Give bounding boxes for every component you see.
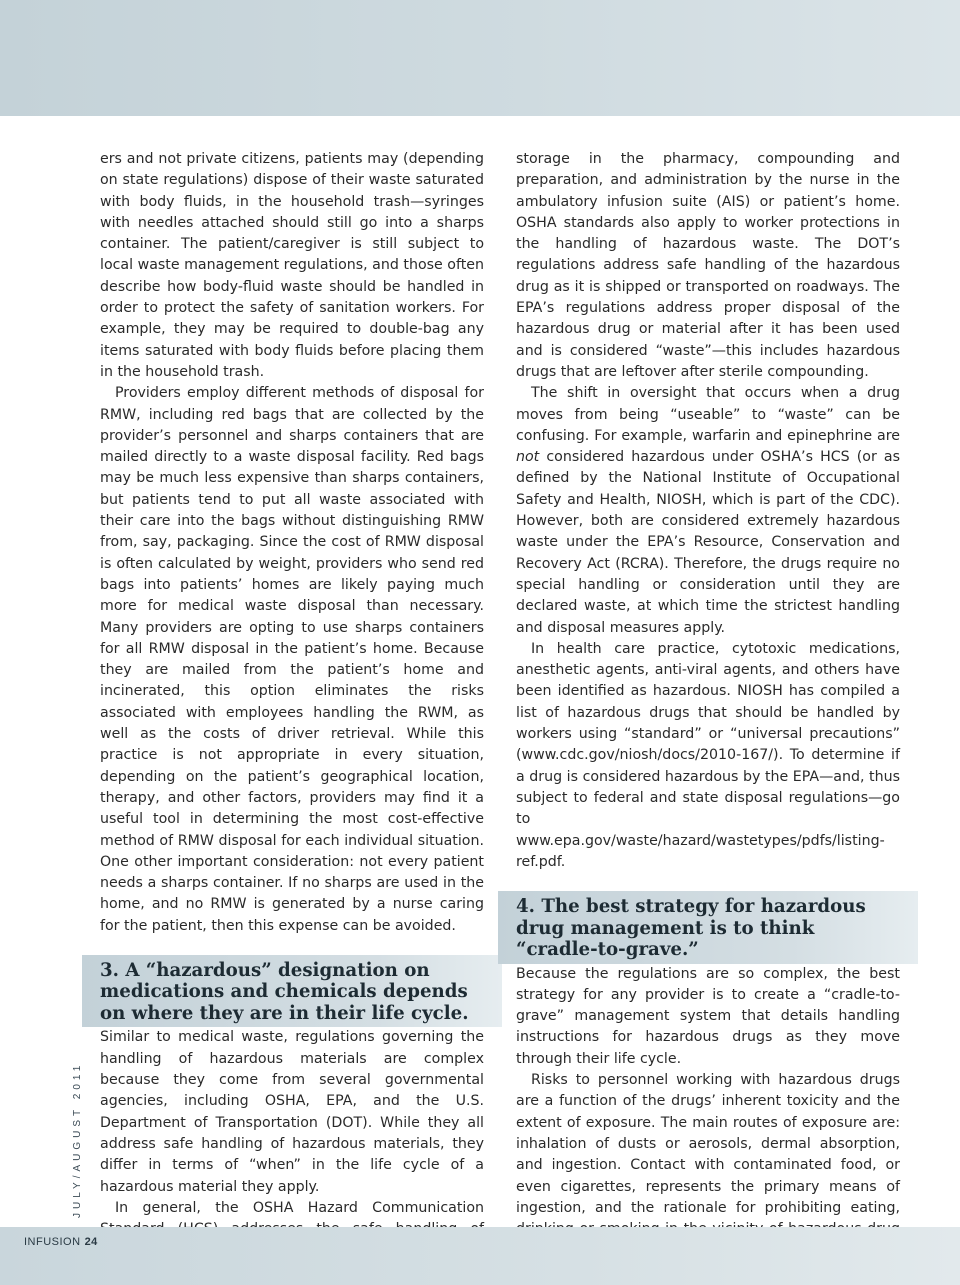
section-heading-3-text: 3. A “hazardous” designation on medications and chemicals depends on where they are in their life cycle. [100, 959, 469, 1024]
body-paragraph: Because the regulations are so complex, the best strategy for any provider is to create a “cradle-to-grave” management system that details handling instructions for hazardous drugs as they move through their life cycle. [516, 965, 900, 1067]
section-heading-3 [82, 955, 502, 1028]
body-paragraph: The shift in oversight that occurs when a drug moves from being “useable” to “waste” can be confusing. For example, warfarin and epinephrine are not considered hazardous under OSHA’s HCS (or as defined by the National Institute of Occupational Safety and Health, NIOSH, which is part of the CDC). However, both are considered extremely hazardous waste under the EPA’s Resource, Conservation and Recovery Act (RCRA). Therefore, the drugs require no special handling or consideration until they are declared waste, at which time the strictest handling and disposal measures apply. [516, 385, 900, 636]
publication-logo: INFUSION [24, 1236, 81, 1248]
issue-date-vertical: JULY/AUGUST 2011 [72, 1061, 83, 1218]
body-paragraph: ers and not private citizens, patients may (depending on state regulations) dispose of their waste saturated with body fluids, in the household trash—syringes with needles attached should still go into a sharps container. The patient/caregiver is still subject to local waste management regulations, and those often describe how body-fluid waste should be handled in order to protect the safety of sanitation workers. For example, they may be required to double-bag any items saturated with body fluids before placing them in the household trash. [100, 151, 484, 380]
body-paragraph: storage in the pharmacy, compounding and preparation, and administration by the nurse in the ambulatory infusion suite (AIS) or patient’s home. OSHA standards also apply to worker protections in the handling of hazardous waste. The DOT’s regulations address safe handling of the hazardous drug as it is shipped or transported on roadways. The EPA’s regulations address proper disposal of the hazardous drug or material after it has been used and is considered “waste”—this includes hazardous drugs that are leftover after sterile compounding. [516, 151, 900, 380]
bottom-decorative-band [0, 1227, 960, 1285]
left-column [100, 149, 484, 1283]
body-paragraph: Risks to personnel working with hazardous drugs are a function of the drugs’ inherent toxicity and the extent of exposure. The main routes of exposure are: inhalation of dusts or aerosols, dermal absorption, and ingestion. Contact with contaminated food, or even cigarettes, represents the primary means of ingestion, and the rationale for prohibiting eating, [516, 1072, 900, 1216]
top-decorative-band [0, 0, 960, 116]
section-heading-4-text: 4. The best strategy for hazardous drug management is to think “cradle-to-grave.” [516, 896, 866, 961]
body-paragraph: Similar to medical waste, regulations governing the handling of hazardous materials are complex because they come from several governmental agencies, including OSHA, EPA, and the U.S. Department of Transportation (DOT). While they all address safe handling of hazardous materials, they differ in terms of “when” in the life cycle of a hazardous material they apply. [100, 1029, 484, 1195]
body-paragraph: Providers employ different methods of disposal for RMW, including red bags that are collected by the provider’s personnel and sharps containers that are mailed directly to a waste disposal facility. Red bags may be much less expensive than sharps containers, but patients tend to put all waste associated with their care into the bags without distinguishing RMW from, say, packaging. Since the cost of RMW disposal is often calculated by weight, providers who send red bags into patients’ homes are likely paying much more for medical waste disposal than necessary. Many providers are opting to use sharps containers for all RMW disposal in the patient’s home. Because they are mailed from the patient’s home and incinerated, this option eliminates the risks associated with employees handling the RWM, as well as the costs of driver retrieval. While this practice is not appropriate in every situation, depending on the patient’s geographical location, therapy, and other factors, providers may find it a useful tool in determining the most cost-effective method of RMW disposal for each individual situation. One other important consideration: not every patient needs a sharps container. If no sharps are used in the home, and no RMW is generated by a nurse caring for the patient, then this expense can be avoided. [100, 385, 484, 934]
footer-brand [24, 1236, 98, 1248]
body-paragraph: In health care practice, cytotoxic medications, anesthetic agents, anti-viral agents, and others have been identified as hazardous. NIOSH has compiled a list of hazardous drugs that should be handled by workers using “standard” or “universal precautions” (www.cdc.gov/niosh/docs/2010-167/). To determine if a drug is considered hazardous by the EPA—and, thus subject to federal and state disposal regulations—go to www.epa.gov/waste/hazard/wastetypes/pdfs/listing-ref.pdf. [516, 640, 900, 870]
section-heading-4 [498, 891, 918, 964]
right-column [516, 149, 900, 1262]
body-paragraph: In general, the OSHA Hazard Communication [115, 1199, 484, 1216]
page-number: 24 [84, 1236, 98, 1248]
